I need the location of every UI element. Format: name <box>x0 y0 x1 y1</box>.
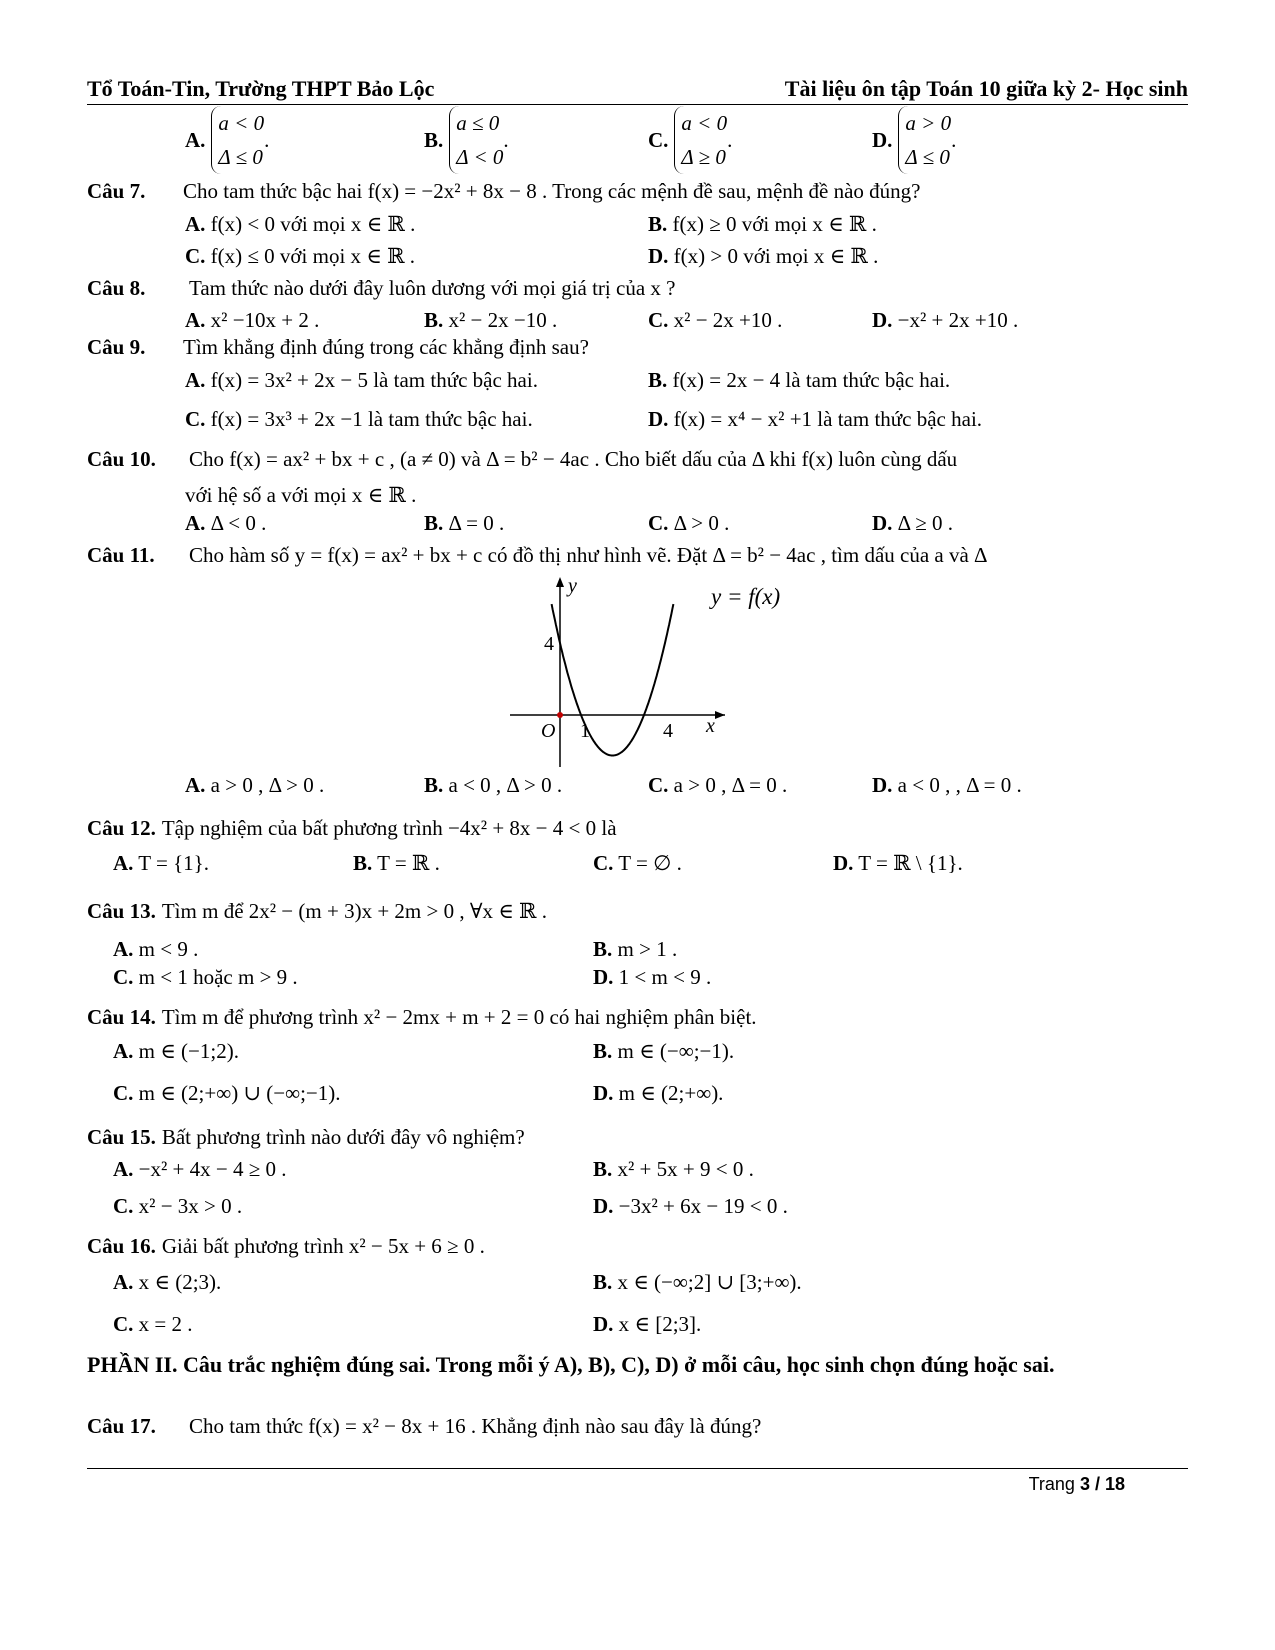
q14-option-d[interactable]: D. m ∈ (2;+∞). <box>593 1081 724 1105</box>
q12-option-c[interactable]: C. T = ∅ . <box>593 851 682 875</box>
question-12: Câu 12. Tập nghiệm của bất phương trình −4x² + 8x − 4 < 0 là <box>87 816 617 840</box>
q12-option-b[interactable]: B. T = ℝ . <box>353 851 440 875</box>
q7-option-b[interactable]: B. f(x) ≥ 0 với mọi x ∈ ℝ . <box>648 212 877 236</box>
question-9: Câu 9. Tìm khẳng định đúng trong các khẳng định sau? <box>87 335 589 359</box>
q16-option-b[interactable]: B. x ∈ (−∞;2] ∪ [3;+∞). <box>593 1270 802 1294</box>
question-17: Câu 17. Cho tam thức f(x) = x² − 8x + 16 . Khẳng định nào sau đây là đúng? <box>87 1414 762 1438</box>
question-13: Câu 13. Tìm m để 2x² − (m + 3)x + 2m > 0 , ∀x ∈ ℝ . <box>87 899 548 923</box>
question-7: Câu 7. Cho tam thức bậc hai f(x) = −2x² + 8x − 8 . Trong các mệnh đề sau, mệnh đề nào đúng? <box>87 179 921 203</box>
q6-option-c[interactable]: C. a < 0 Δ ≥ 0 . <box>648 106 732 174</box>
q15-option-a[interactable]: A. −x² + 4x − 4 ≥ 0 . <box>113 1157 287 1181</box>
q6-option-a[interactable]: A. a < 0 Δ ≤ 0 . <box>185 106 269 174</box>
q9-option-a[interactable]: A. f(x) = 3x² + 2x − 5 là tam thức bậc hai. <box>185 368 538 392</box>
question-10-continued: với hệ số a với mọi x ∈ ℝ . <box>185 483 417 507</box>
q15-option-d[interactable]: D. −3x² + 6x − 19 < 0 . <box>593 1194 788 1218</box>
page-number: Trang 3 / 18 <box>1028 1474 1125 1494</box>
q14-option-c[interactable]: C. m ∈ (2;+∞) ∪ (−∞;−1). <box>113 1081 341 1105</box>
origin-point <box>557 712 563 718</box>
q13-option-d[interactable]: D. 1 < m < 9 . <box>593 965 712 989</box>
q7-option-c[interactable]: C. f(x) ≤ 0 với mọi x ∈ ℝ . <box>185 244 416 268</box>
q10-option-c[interactable]: C. Δ > 0 . <box>648 511 730 535</box>
q9-option-c[interactable]: C. f(x) = 3x³ + 2x −1 là tam thức bậc hai. <box>185 407 533 431</box>
q14-option-b[interactable]: B. m ∈ (−∞;−1). <box>593 1039 735 1063</box>
question-15: Câu 15. Bất phương trình nào dưới đây vô nghiệm? <box>87 1125 525 1149</box>
q12-option-d[interactable]: D. T = ℝ \ {1}. <box>833 851 963 875</box>
header-title: Tài liệu ôn tập Toán 10 giữa kỳ 2- Học sinh <box>784 76 1188 101</box>
parabola-graph <box>500 572 810 772</box>
q7-option-d[interactable]: D. f(x) > 0 với mọi x ∈ ℝ . <box>648 244 879 268</box>
q10-option-b[interactable]: B. Δ = 0 . <box>424 511 505 535</box>
function-label: y = f(x) <box>711 584 781 609</box>
question-16: Câu 16. Giải bất phương trình x² − 5x + 6 ≥ 0 . <box>87 1234 485 1258</box>
q16-option-c[interactable]: C. x = 2 . <box>113 1312 193 1336</box>
q6-option-d[interactable]: D. a > 0 Δ ≤ 0 . <box>872 106 956 174</box>
tick-label-y4: 4 <box>544 633 554 655</box>
q6-option-b[interactable]: B. a ≤ 0 Δ < 0 . <box>424 106 509 174</box>
q10-option-d[interactable]: D. Δ ≥ 0 . <box>872 511 954 535</box>
q11-option-a[interactable]: A. a > 0 , Δ > 0 . <box>185 773 325 797</box>
x-axis-arrow <box>715 711 725 719</box>
q15-option-c[interactable]: C. x² − 3x > 0 . <box>113 1194 243 1218</box>
tick-label-x1: 1 <box>580 720 590 742</box>
q8-option-d[interactable]: D. −x² + 2x +10 . <box>872 308 1019 332</box>
q11-option-b[interactable]: B. a < 0 , Δ > 0 . <box>424 773 563 797</box>
question-10: Câu 10. Cho f(x) = ax² + bx + c , (a ≠ 0) và Δ = b² − 4ac . Cho biết dấu của Δ khi f(x) luôn cùng dấu <box>87 447 958 471</box>
q11-option-d[interactable]: D. a < 0 , , Δ = 0 . <box>872 773 1022 797</box>
question-11: Câu 11. Cho hàm số y = f(x) = ax² + bx + c có đồ thị như hình vẽ. Đặt Δ = b² − 4ac , tìm dấu của a và Δ <box>87 543 988 567</box>
q16-option-d[interactable]: D. x ∈ [2;3]. <box>593 1312 702 1336</box>
question-14: Câu 14. Tìm m để phương trình x² − 2mx + m + 2 = 0 có hai nghiệm phân biệt. <box>87 1005 757 1029</box>
q12-option-a[interactable]: A. T = {1}. <box>113 851 209 875</box>
q8-option-b[interactable]: B. x² − 2x −10 . <box>424 308 558 332</box>
q8-option-c[interactable]: C. x² − 2x +10 . <box>648 308 783 332</box>
q7-option-a[interactable]: A. f(x) < 0 với mọi x ∈ ℝ . <box>185 212 416 236</box>
q16-option-a[interactable]: A. x ∈ (2;3). <box>113 1270 222 1294</box>
q10-option-a[interactable]: A. Δ < 0 . <box>185 511 267 535</box>
q14-option-a[interactable]: A. m ∈ (−1;2). <box>113 1039 239 1063</box>
header-school: Tổ Toán-Tin, Trường THPT Bảo Lộc <box>87 76 435 101</box>
q15-option-b[interactable]: B. x² + 5x + 9 < 0 . <box>593 1157 754 1181</box>
origin-label: O <box>541 720 556 742</box>
q13-option-a[interactable]: A. m < 9 . <box>113 937 199 961</box>
q13-option-b[interactable]: B. m > 1 . <box>593 937 678 961</box>
q11-option-c[interactable]: C. a > 0 , Δ = 0 . <box>648 773 788 797</box>
footer-rule <box>87 1468 1188 1469</box>
q8-option-a[interactable]: A. x² −10x + 2 . <box>185 308 320 332</box>
y-axis-label: y <box>568 575 577 597</box>
parabola-curve <box>552 604 674 755</box>
tick-label-x4: 4 <box>663 720 673 742</box>
q9-option-b[interactable]: B. f(x) = 2x − 4 là tam thức bậc hai. <box>648 368 951 392</box>
part-2-heading: PHẦN II. Câu trắc nghiệm đúng sai. Trong mỗi ý A), B), C), D) ở mỗi câu, học sinh chọn đúng hoặc sai. <box>87 1352 1055 1377</box>
y-axis-arrow <box>556 577 564 587</box>
x-axis-label: x <box>706 715 715 737</box>
q9-option-d[interactable]: D. f(x) = x⁴ − x² +1 là tam thức bậc hai. <box>648 407 983 431</box>
q13-option-c[interactable]: C. m < 1 hoặc m > 9 . <box>113 965 298 989</box>
page-header <box>87 74 1188 105</box>
question-8: Câu 8. Tam thức nào dưới đây luôn dương với mọi giá trị của x ? <box>87 276 676 300</box>
